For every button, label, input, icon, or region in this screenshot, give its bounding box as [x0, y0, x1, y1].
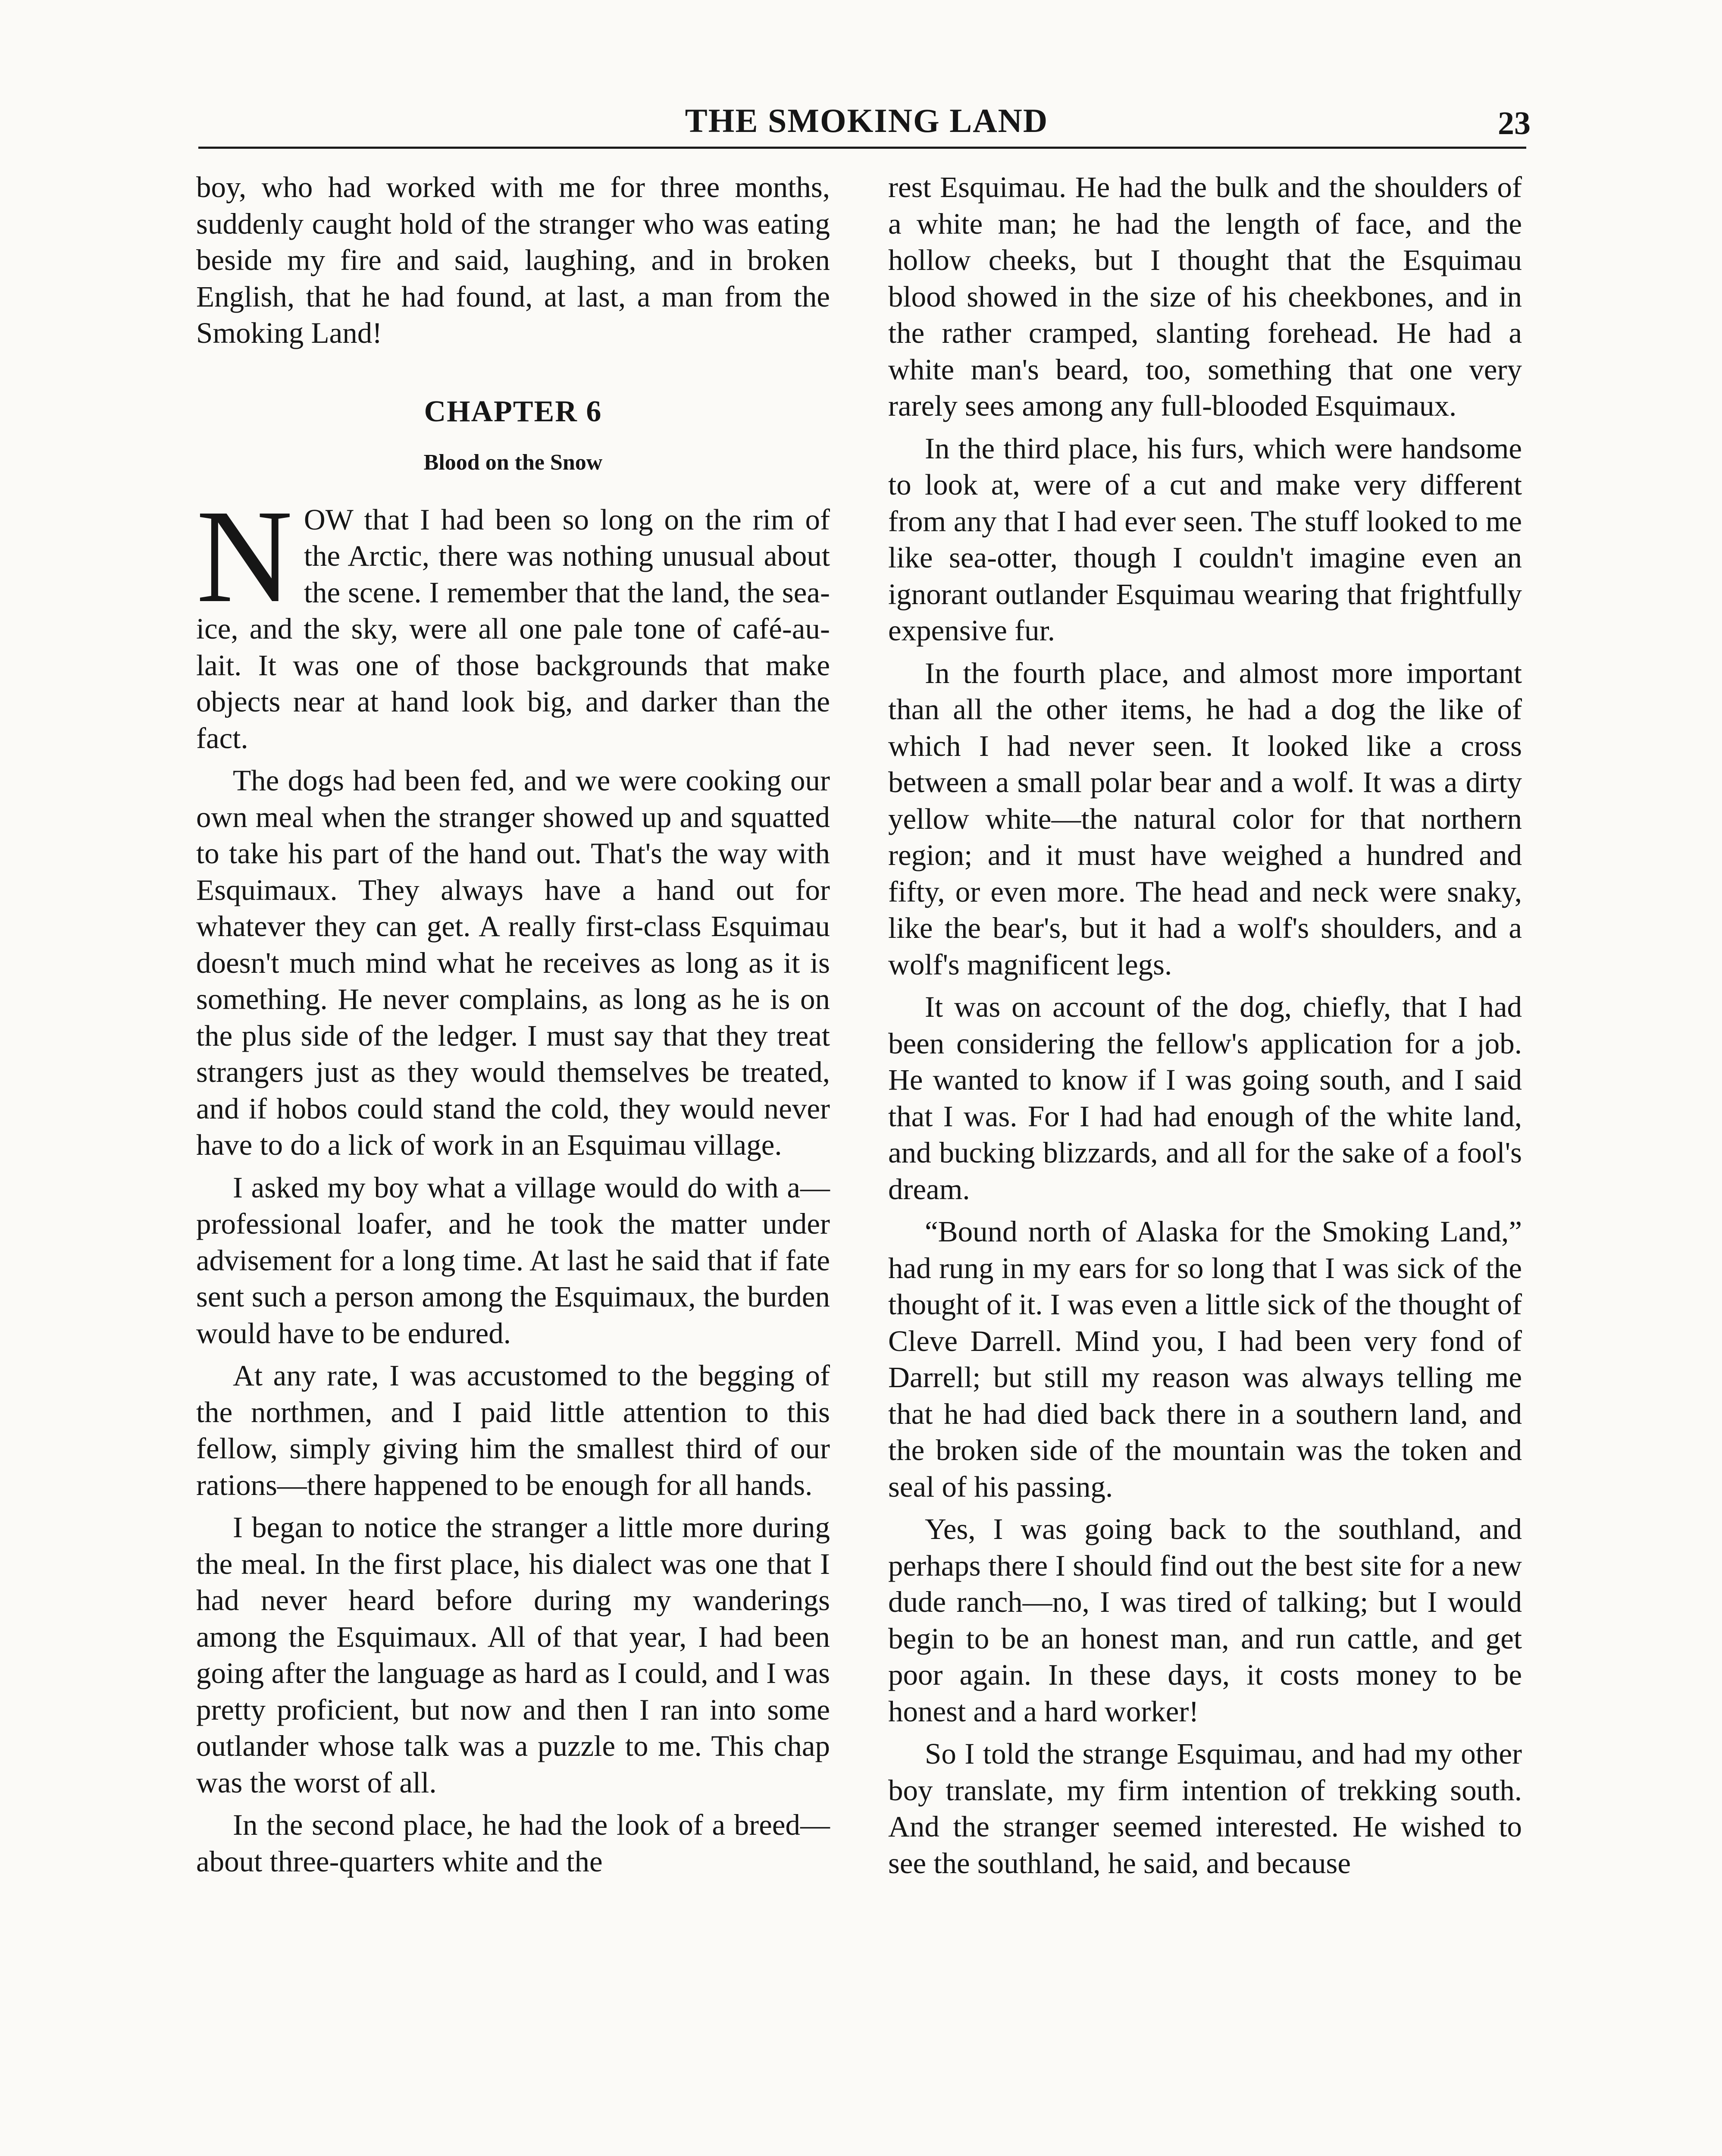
chapter-subtitle: Blood on the Snow: [423, 450, 603, 475]
paragraph: I began to notice the stranger a little more during the meal. In the first place, his dialect was one that I had never heard before during my wanderings among the Esquimaux. All of that year, I had been going after the language as hard as I could, and I was pretty proficient, but now and then I ran into some outlander whose talk was a puzzle to me. This chap was the worst of all.: [196, 1511, 830, 1799]
paragraph: At any rate, I was accustomed to the begging of the northmen, and I paid little attention to this fellow, simply giving him the smallest third of our rations—there happened to be enough for all hands.: [196, 1359, 830, 1501]
chapter-heading: CHAPTER 6: [424, 395, 602, 428]
header-rule: [198, 147, 1526, 149]
paragraph: It was on account of the dog, chiefly, that I had been considering the fellow's application for a job. He wanted to know if I was going south, and I said that I was. For I had had enough of the white land, and bucking blizzards, and all for the sake of a fool's dream.: [888, 990, 1522, 1206]
drop-cap: N: [196, 482, 293, 630]
opening-paragraph-text: OW that I had been so long on the rim of the Arctic, there was nothing unusual about the scene. I remember that the land, the sea-ice, and the sky, were all one pale tone of café-au-lait. It was one of those backgrounds that make objects near at hand look big, and darker than the fact.: [196, 503, 830, 755]
paragraph: In the second place, he had the look of a breed—about three-quarters white and the: [196, 1808, 830, 1878]
paragraph-continued: rest Esquimau. He had the bulk and the shoulders of a white man; he had the length of face, and the hollow cheeks, but I thought that the Esquimau blood showed in the size of his cheekbones, and in the rather cramped, slanting forehead. He had a white man's beard, too, something that one very rarely sees among any full-blooded Esquimaux.: [888, 171, 1522, 422]
paragraph: I asked my boy what a village would do with a— professional loafer, and he took the matter under advisement for a long time. At last he said that if fate sent such a person among the Esquimaux, the burden would have to be endured.: [196, 1171, 830, 1350]
paragraph-continued: boy, who had worked with me for three months, suddenly caught hold of the stranger who was eating beside my fire and said, laughing, and in broken English, that he had found, at last, a man from the Smoking Land!: [196, 171, 830, 349]
paragraph: So I told the strange Esquimau, and had my other boy translate, my firm intention of trekking south. And the stranger seemed interested. He wished to see the southland, he said, and because: [888, 1737, 1522, 1880]
paragraph: “Bound north of Alaska for the Smoking Land,” had rung in my ears for so long that I was sick of the thought of it. I was even a little sick of the thought of Cleve Darrell. Mind you, I had been very fond of Darrell; but still my reason was always telling me that he had died back there in a southern land, and the broken side of the mountain was the token and seal of his passing.: [888, 1215, 1522, 1503]
page-number: 23: [1498, 105, 1531, 141]
right-column: [888, 169, 1522, 1887]
paragraph: In the fourth place, and almost more important than all the other items, he had a dog the like of which I had never seen. It looked like a cross between a small polar bear and a wolf. It was a dirty yellow white—the natural color for that northern region; and it must have weighed a hundred and fifty, or even more. The head and neck were snaky, like the bear's, but it had a wolf's shoulders, and a wolf's magnificent legs.: [888, 656, 1522, 981]
paragraph: Yes, I was going back to the southland, and perhaps there I should find out the best site for a new dude ranch—no, I was tired of talking; but I would begin to be an honest man, and run cattle, and get poor again. In these days, it costs money to be honest and a hard worker!: [888, 1513, 1522, 1728]
left-column: [196, 169, 830, 1886]
running-title: THE SMOKING LAND: [685, 102, 1049, 139]
running-header: [203, 99, 1531, 147]
opening-paragraph: [196, 482, 830, 757]
paragraph: In the third place, his furs, which were handsome to look at, were of a cut and make very different from any that I had ever seen. The stuff looked to me like sea-otter, though I couldn't imagine even an ignorant outlander Esquimau wearing that frightfully expensive fur.: [888, 432, 1522, 647]
paragraph: The dogs had been fed, and we were cooking our own meal when the stranger showed up and squatted to take his part of the hand out. That's the way with Esquimaux. They always have a hand out for whatever they can get. A really first-class Esquimau doesn't much mind what he receives as long as it is something. He never complains, as long as he is on the plus side of the ledger. I must say that they treat strangers just as they would themselves be treated, and if hobos could stand the cold, they would never have to do a lick of work in an Esquimau village.: [196, 764, 830, 1161]
